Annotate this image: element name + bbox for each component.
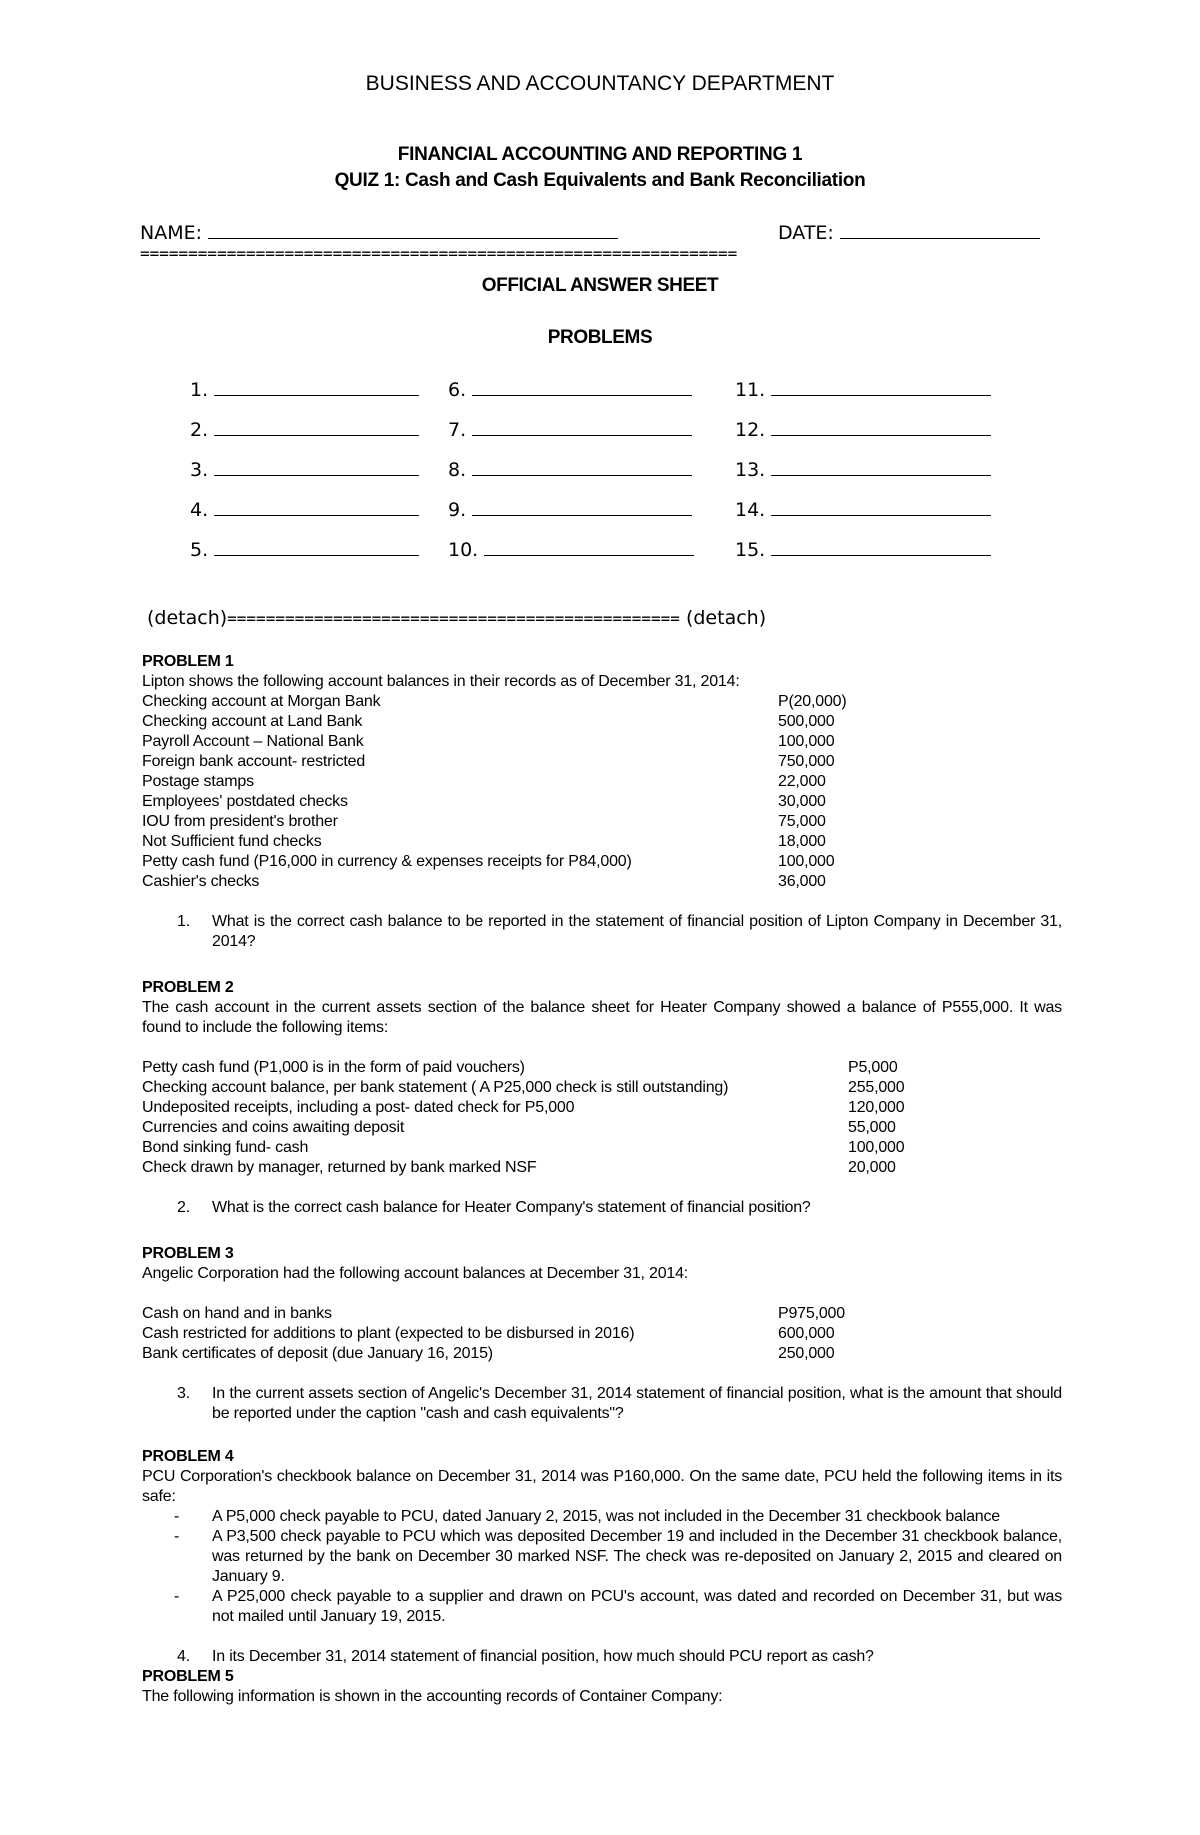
question-2: 2. What is the correct cash balance for Heater Company's statement of financial position? [177,1199,811,1216]
list-item: Checking account balance, per bank statement ( A P25,000 check is still outstanding) 255,000 [142,1079,905,1096]
course-title: FINANCIAL ACCOUNTING AND REPORTING 1 [397,144,803,165]
problem-3 [142,1244,1062,1424]
name-field[interactable] [140,222,618,244]
problem-4 [142,1447,1062,1707]
list-item: - A P5,000 check payable to PCU, dated January 2, 2015, was not included in the December 31 checkbook balance [174,1508,1001,1525]
name-label: NAME: [140,222,203,244]
question-1: 1. What is the correct cash balance to be reported in the statement of financial position of Lipton Company in December 31, 2014? [177,913,1062,950]
problem-heading: PROBLEM 3 [142,1245,234,1262]
answer-blank-15[interactable]: 15. [735,539,991,561]
list-item: - A P25,000 check payable to a supplier and drawn on PCU's account, was dated and recorded on December 31, but was not mailed until January 19, 2015. [174,1588,1062,1625]
problem-5-intro: The following information is shown in the accounting records of Container Company: [142,1688,723,1705]
list-item: Cash on hand and in banks P975,000 [142,1305,845,1322]
list-item: Not Sufficient fund checks 18,000 [142,833,826,850]
list-item: Check drawn by manager, returned by bank marked NSF 20,000 [142,1159,896,1176]
answer-blank-6[interactable]: 6. [448,379,692,401]
list-item: Postage stamps 22,000 [142,773,826,790]
name-blank[interactable] [208,222,618,239]
list-item: Cashier's checks 36,000 [142,873,826,890]
list-item: Payroll Account – National Bank 100,000 [142,733,835,750]
answer-sheet-title: OFFICIAL ANSWER SHEET [481,275,719,296]
list-item: - A P3,500 check payable to PCU which was deposited December 19 and included in the December 31 checkbook balance, was returned by the bank on December 30 marked NSF. The check was re-deposited on January 2, 2015 and cleared on January 9. [174,1528,1062,1585]
list-item: Cash restricted for additions to plant (expected to be disbursed in 2016) 600,000 [142,1325,835,1342]
problem-heading: PROBLEM 1 [142,653,234,670]
question-4: 4. In its December 31, 2014 statement of financial position, how much should PCU report as cash? [177,1648,874,1665]
problem-intro: PCU Corporation's checkbook balance on December 31, 2014 was P160,000. On the same date, PCU held the following items in its safe: [142,1468,1062,1505]
detach-label-right: (detach) [685,607,767,629]
list-item: IOU from president's brother 75,000 [142,813,826,830]
answer-blank-10[interactable]: 10. [448,539,694,561]
date-blank[interactable] [840,222,1040,239]
list-item: Bond sinking fund- cash 100,000 [142,1139,905,1156]
answer-blank-9[interactable]: 9. [448,499,692,521]
answer-blank-7[interactable]: 7. [448,419,692,441]
problem-intro: The cash account in the current assets section of the balance sheet for Heater Company showed a balance of P555,000. It was found to include the following items: [142,999,1062,1036]
list-item: Undeposited receipts, including a post- dated check for P5,000 120,000 [142,1099,905,1116]
date-label: DATE: [778,222,834,244]
problem-5-heading: PROBLEM 5 [142,1668,234,1685]
answer-blank-5[interactable]: 5. [190,539,419,561]
problem-2 [142,978,1062,1218]
detach-separator: =============================================== [227,609,680,628]
problems-title: PROBLEMS [547,327,653,348]
list-item: Foreign bank account- restricted 750,000 [142,753,835,770]
list-item: Checking account at Land Bank 500,000 [142,713,835,730]
problem-intro: Lipton shows the following account balances in their records as of December 31, 2014: [142,673,740,690]
date-field[interactable] [778,222,1040,244]
separator-line: ============================================================== [140,244,738,263]
list-item: Petty cash fund (P16,000 in currency & expenses receipts for P84,000) 100,000 [142,853,835,870]
question-3: 3. In the current assets section of Angelic's December 31, 2014 statement of financial position, what is the amount that should be reported under the caption "cash and cash equivalents"? [177,1385,1062,1422]
answer-blank-4[interactable]: 4. [190,499,419,521]
answer-blank-2[interactable]: 2. [190,419,419,441]
list-item: Petty cash fund (P1,000 is in the form of paid vouchers) P5,000 [142,1059,898,1076]
problem-intro: Angelic Corporation had the following account balances at December 31, 2014: [142,1265,689,1282]
answer-blank-8[interactable]: 8. [448,459,692,481]
answer-blank-3[interactable]: 3. [190,459,419,481]
list-item: Currencies and coins awaiting deposit 55,000 [142,1119,896,1136]
list-item: Checking account at Morgan Bank P(20,000) [142,693,847,710]
answer-blank-14[interactable]: 14. [735,499,991,521]
list-item: Employees' postdated checks 30,000 [142,793,826,810]
detach-line [147,607,766,629]
quiz-title: QUIZ 1: Cash and Cash Equivalents and Bank Reconciliation [334,170,866,191]
answer-blank-12[interactable]: 12. [735,419,991,441]
answer-blank-13[interactable]: 13. [735,459,991,481]
answer-blank-11[interactable]: 11. [735,379,991,401]
problem-heading: PROBLEM 4 [142,1448,234,1465]
problem-heading: PROBLEM 2 [142,979,234,996]
department-heading: BUSINESS AND ACCOUNTANCY DEPARTMENT [365,72,835,95]
problem-1 [142,652,1062,952]
detach-label-left: (detach) [147,607,228,629]
answer-blank-1[interactable]: 1. [190,379,419,401]
list-item: Bank certificates of deposit (due January 16, 2015) 250,000 [142,1345,835,1362]
